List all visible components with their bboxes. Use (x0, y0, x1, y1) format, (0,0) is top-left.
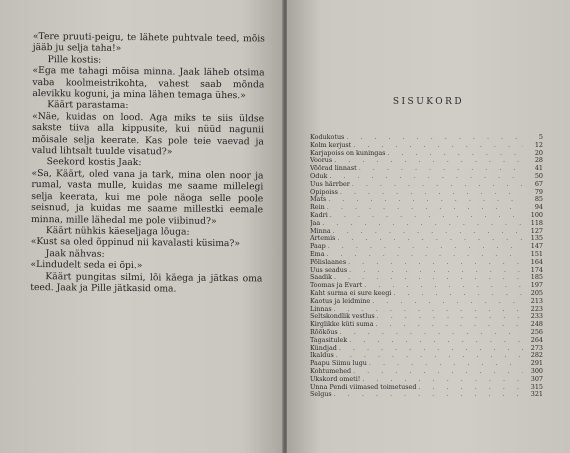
toc-entry-title: Õpipoiss (310, 188, 338, 196)
toc-entry-title: Uus härrber (310, 180, 350, 188)
toc-entry-title: Kaht surma ei sure keegi (310, 289, 392, 297)
toc-entry (310, 298, 543, 306)
toc-entry (310, 196, 543, 204)
toc-entry-page: 273 (530, 344, 543, 352)
toc-entry-page: 213 (530, 297, 543, 305)
toc-leader-dots (359, 165, 523, 173)
toc-entry-title: Toomas ja Evart (310, 282, 363, 290)
toc-entry-page: 223 (530, 305, 543, 313)
toc-leader-dots (334, 391, 523, 399)
story-paragraph: «Näe, kuidas on lood. Aga miks te siis üldse sakste tiiva alla kippusite, kui nüüd nagunii mõisale selja keerate. Kas pole teie vaevad ja valud lihtsalt tuulde visatud?» (31, 110, 265, 158)
toc-entry-title: Uus seadus (310, 266, 348, 274)
toc-entry-title: Kirglikke küti suma (310, 321, 374, 329)
toc-leader-dots (322, 220, 523, 228)
toc-entry-page: 127 (530, 227, 543, 235)
toc-entry-title: Põlislaanes (310, 258, 347, 266)
toc-entry-page: 205 (530, 289, 543, 297)
toc-leader-dots (353, 368, 523, 376)
toc-entry-title: Saadik (310, 274, 333, 282)
toc-entry (310, 274, 543, 282)
toc-leader-dots (376, 321, 523, 329)
toc-entry (310, 212, 543, 220)
toc-entry-page: 307 (530, 375, 543, 383)
toc-entry (310, 150, 543, 158)
toc-entry-page: 12 (534, 141, 543, 149)
toc-leader-dots (362, 376, 523, 384)
toc-title: SISUKORD (392, 97, 465, 107)
toc-entry (310, 142, 543, 150)
toc-entry-title: Tagasitulek (310, 336, 348, 344)
toc-leader-dots (369, 360, 523, 368)
toc-entry-title: Kadri (310, 211, 328, 219)
toc-entry-title: Jaa (310, 219, 321, 227)
toc-entry-title: Mats (310, 196, 327, 204)
toc-entry (310, 391, 543, 399)
toc-entry-title: Ema (310, 250, 325, 258)
toc-entry (310, 321, 543, 329)
toc-entry-page: 5 (538, 134, 543, 141)
toc-entry-title: Rein (310, 204, 325, 212)
toc-entry (310, 306, 543, 314)
toc-leader-dots (377, 313, 523, 321)
toc-entry-title: Rõõkõus (310, 328, 338, 336)
toc-leader-dots (364, 282, 523, 290)
toc-leader-dots (340, 329, 523, 337)
toc-entry (310, 189, 543, 197)
story-paragraph: Käärt pungitas silmi, lõi käega ja jätkas oma teed. Jaak ja Pille jätkasid oma. (30, 270, 263, 295)
story-paragraph: «Kust sa oled õppinud nii kavalasti küsima?» (30, 236, 241, 250)
toc-leader-dots (418, 384, 523, 392)
toc-entry-title: Oduk (310, 172, 328, 180)
toc-entry (310, 360, 543, 368)
toc-entry-page: 147 (530, 243, 543, 251)
toc-entry (310, 157, 543, 165)
toc-entry-page: 291 (530, 360, 543, 368)
toc-entry (310, 228, 543, 236)
toc-entry-page: 164 (530, 258, 543, 266)
toc-entry-page: 185 (530, 274, 543, 282)
toc-entry-title: Paapu Siimu lugu (310, 360, 367, 368)
toc-leader-dots (334, 306, 523, 314)
toc-leader-dots (329, 173, 523, 181)
toc-leader-dots (328, 196, 523, 204)
toc-entry-page: 315 (530, 383, 543, 391)
toc-entry (310, 337, 543, 345)
toc-entry-title: Voorus (310, 157, 333, 165)
toc-entry-page: 41 (534, 165, 543, 173)
story-paragraph: «Sa, Käärt, oled vana ja tark, mina olen noor ja rumal, vasta mulle, kuidas me saame millelegi selja keerata, kui me pole näoga selle poole seisnud, ja kuidas me saame millestki eemale minna, mille lähedal me pole viibinud?» (30, 167, 264, 227)
toc-entry-page: 20 (534, 149, 543, 157)
toc-entry-page: 28 (534, 157, 543, 165)
toc-entry-title: Võõrad linnast (310, 165, 357, 173)
toc-entry-title: Paap (310, 243, 326, 251)
toc-leader-dots (336, 352, 523, 360)
toc-leader-dots (346, 134, 523, 142)
toc-leader-dots (337, 235, 523, 243)
toc-entry-page: 94 (534, 204, 543, 212)
toc-leader-dots (339, 345, 523, 353)
toc-entry-title: Unna Pendi viimased toimetused (310, 383, 417, 391)
story-paragraph: Käärt nühkis käeseljaga lõuga: (45, 225, 190, 238)
toc-entry-page: 67 (534, 180, 543, 188)
toc-entry-page: 50 (534, 172, 543, 180)
toc-entry-page: 174 (530, 266, 543, 274)
toc-leader-dots (393, 290, 523, 298)
toc-entry (310, 134, 543, 142)
toc-entry-title: Artemis (310, 235, 336, 243)
toc-list (310, 134, 543, 399)
toc-leader-dots (352, 181, 523, 189)
toc-entry-page: 118 (530, 219, 543, 227)
toc-entry (310, 329, 543, 337)
story-paragraph: «Ega me tahagi mõisa minna. Jaak läheb otsima vaba koolmeistrikohta, vahest saab mõnda alevikku koguni, ja mina lähen temaga ühes.» (32, 65, 265, 102)
toc-entry-page: 256 (530, 328, 543, 336)
story-paragraph: Käärt parastama: (47, 99, 129, 112)
toc-entry (310, 181, 543, 189)
toc-entry (310, 290, 543, 298)
toc-entry (310, 267, 543, 275)
toc-entry-title: Selgus (310, 391, 332, 399)
toc-entry-title: Linnas (310, 305, 332, 313)
toc-entry-title: Karjapoiss on kuningas (310, 149, 386, 157)
toc-entry-page: 282 (530, 352, 543, 360)
toc-entry (310, 165, 543, 173)
toc-leader-dots (387, 150, 523, 158)
toc-entry (310, 204, 543, 212)
toc-leader-dots (372, 298, 523, 306)
toc-leader-dots (328, 243, 523, 251)
toc-entry (310, 384, 543, 392)
toc-entry (310, 313, 543, 321)
toc-leader-dots (327, 251, 523, 259)
toc-leader-dots (353, 142, 523, 150)
toc-entry (310, 243, 543, 251)
toc-leader-dots (348, 259, 523, 267)
story-paragraph: Seekord kostis Jaak: (46, 156, 142, 169)
toc-entry-title: Ikaldus (310, 352, 334, 360)
story-paragraph: Jaak nähvas: (45, 247, 105, 260)
story-text (30, 31, 265, 296)
toc-entry (310, 251, 543, 259)
toc-entry (310, 220, 543, 228)
toc-entry-title: Kaotus ja leidmine (310, 297, 371, 305)
toc-entry (310, 376, 543, 384)
toc-entry-page: 85 (534, 196, 543, 204)
toc-entry-title: Kündjad (310, 344, 337, 352)
toc-leader-dots (340, 189, 523, 197)
toc-entry-page: 135 (530, 235, 543, 243)
toc-entry-page: 197 (530, 282, 543, 290)
toc-entry-page: 79 (534, 188, 543, 196)
left-page (0, 0, 284, 453)
toc-entry-title: Minna (310, 227, 331, 235)
toc-entry-page: 248 (530, 321, 543, 329)
toc-entry (310, 352, 543, 360)
toc-entry-page: 151 (530, 250, 543, 258)
toc-entry-page: 300 (530, 367, 543, 375)
toc-entry-title: Seltskondlik vestlus (310, 313, 375, 321)
toc-entry (310, 282, 543, 290)
toc-entry-title: Ükskord ometi! (310, 375, 361, 383)
toc-entry (310, 235, 543, 243)
toc-entry (310, 368, 543, 376)
toc-entry (310, 259, 543, 267)
toc-entry (310, 173, 543, 181)
toc-leader-dots (327, 204, 523, 212)
toc-leader-dots (330, 212, 523, 220)
toc-leader-dots (333, 228, 523, 236)
toc-entry-title: Kodukotus (310, 134, 345, 141)
right-page (287, 0, 570, 453)
toc-entry-page: 321 (530, 391, 543, 399)
toc-leader-dots (334, 274, 523, 282)
story-paragraph: «Lindudelt seda ei õpi.» (30, 259, 143, 272)
toc-leader-dots (334, 157, 523, 165)
toc-entry (310, 345, 543, 353)
toc-entry-page: 264 (530, 336, 543, 344)
story-paragraph: «Tere pruuti-peigu, te lähete puhtvale teed, mõis jääb ju selja taha!» (32, 31, 265, 55)
toc-leader-dots (349, 267, 523, 275)
story-paragraph: Pille kostis: (47, 53, 102, 66)
toc-entry-title: Kohtumehed (310, 367, 352, 375)
toc-entry-page: 233 (530, 313, 543, 321)
toc-entry-page: 100 (530, 211, 543, 219)
toc-leader-dots (349, 337, 523, 345)
toc-entry-title: Kolm kerjust (310, 141, 352, 149)
